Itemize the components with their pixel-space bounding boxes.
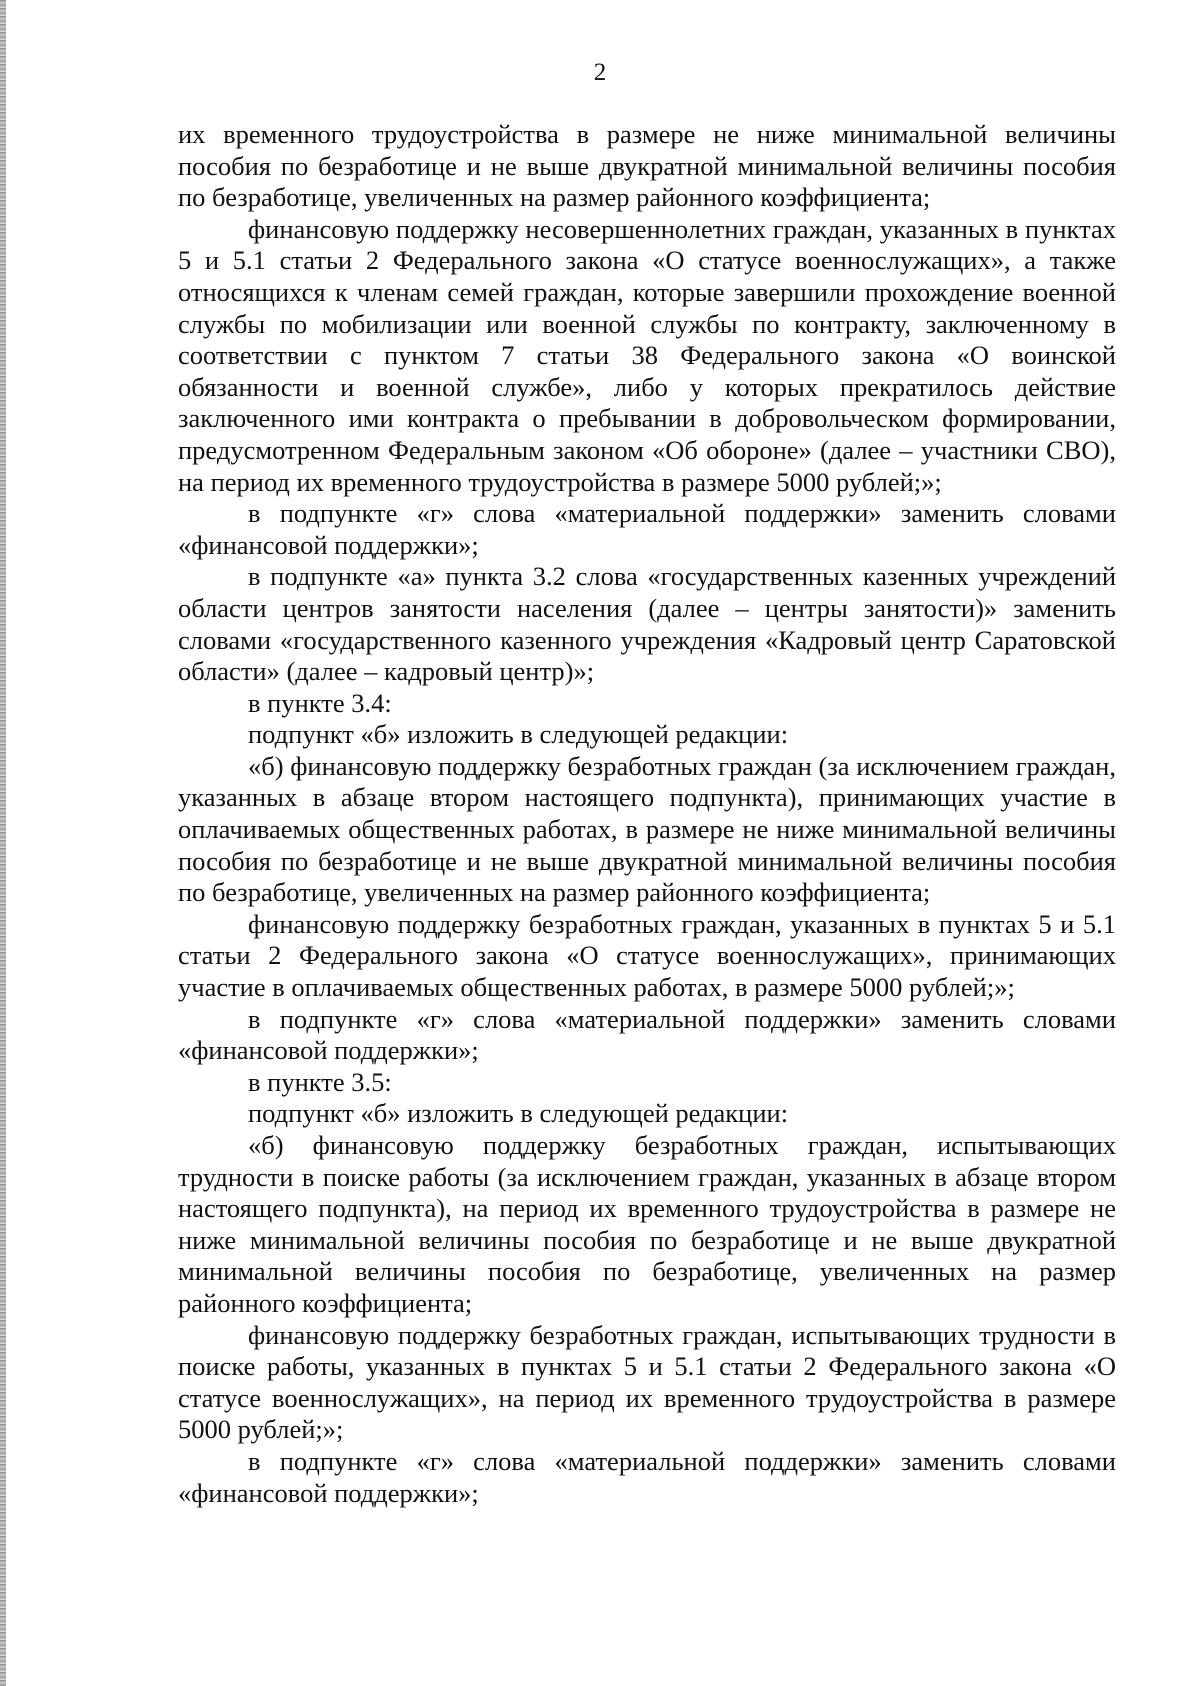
paragraph-3: в подпункте «г» слова «материальной поддержки» заменить словами «финансовой поддержки»; (178, 498, 1116, 560)
paragraph-2: финансовую поддержку несовершеннолетних граждан, указанных в пунктах 5 и 5.1 статьи 2 Федерального закона «О статусе военнослужащих», а также относящихся к членам семей граждан, которые завершили прохождение военной службы по мобилизации или военной службы по контракту, заключенному в соответствии с пунктом 7 статьи 38 Федерального закона «О воинской обязанности и военной службе», либо у которых прекратилось действие заключенного ими контракта о пребывании в добровольческом формировании, предусмотренном Федеральным законом «Об обороне» (далее – участники СВО), на период их временного трудоустройства в размере 5000 рублей;»; (178, 213, 1116, 497)
paragraph-4: в подпункте «а» пункта 3.2 слова «государственных казенных учреждений области центров занятости населения (далее – центры занятости)» заменить словами «государственного казенного учреждения «Кадровый центр Саратовской области» (далее – кадровый центр)»; (178, 561, 1116, 687)
paragraph-6: подпункт «б» изложить в следующей редакции: (248, 719, 789, 750)
scan-edge (0, 0, 6, 1686)
paragraph-9: в подпункте «г» слова «материальной поддержки» заменить словами «финансовой поддержки»; (178, 1003, 1116, 1066)
paragraph-1: их временного трудоустройства в размере не ниже минимальной величины пособия по безработице и не выше двукратной минимальной величины пособия по безработице, увеличенных на размер районного коэффициента; (178, 119, 1116, 213)
page-number: 2 (593, 59, 607, 86)
document-body (178, 119, 1116, 1509)
paragraph-5: в пункте 3.4: (248, 687, 392, 718)
paragraph-12: «б) финансовую поддержку безработных граждан, испытывающих трудности в поиске работы (за исключением граждан, указанных в абзаце втором настоящего подпункта), на период их временного трудоустройства в размере не ниже минимальной величины пособия по безработице и не выше двукратной минимальной величины пособия по безработице, увеличенных на размер районного коэффициента; (178, 1130, 1116, 1318)
paragraph-14: в подпункте «г» слова «материальной поддержки» заменить словами «финансовой поддержки»; (178, 1445, 1116, 1508)
paragraph-10: в пункте 3.5: (248, 1066, 392, 1097)
paragraph-13: финансовую поддержку безработных граждан, испытывающих трудности в поиске работы, указанных в пунктах 5 и 5.1 статьи 2 Федерального закона «О статусе военнослужащих», на период их временного трудоустройства в размере 5000 рублей;»; (178, 1319, 1116, 1445)
paragraph-7: «б) финансовую поддержку безработных граждан (за исключением граждан, указанных в абзаце втором настоящего подпункта), принимающих участие в оплачиваемых общественных работах, в размере не ниже минимальной величины пособия по безработице и не выше двукратной минимальной величины пособия по безработице, увеличенных на размер районного коэффициента; (178, 750, 1116, 908)
paragraph-8: финансовую поддержку безработных граждан, указанных в пунктах 5 и 5.1 статьи 2 Федерального закона «О статусе военнослужащих», принимающих участие в оплачиваемых общественных работах, в размере 5000 рублей;»; (178, 908, 1116, 1003)
paragraph-11: подпункт «б» изложить в следующей редакции: (248, 1098, 789, 1129)
